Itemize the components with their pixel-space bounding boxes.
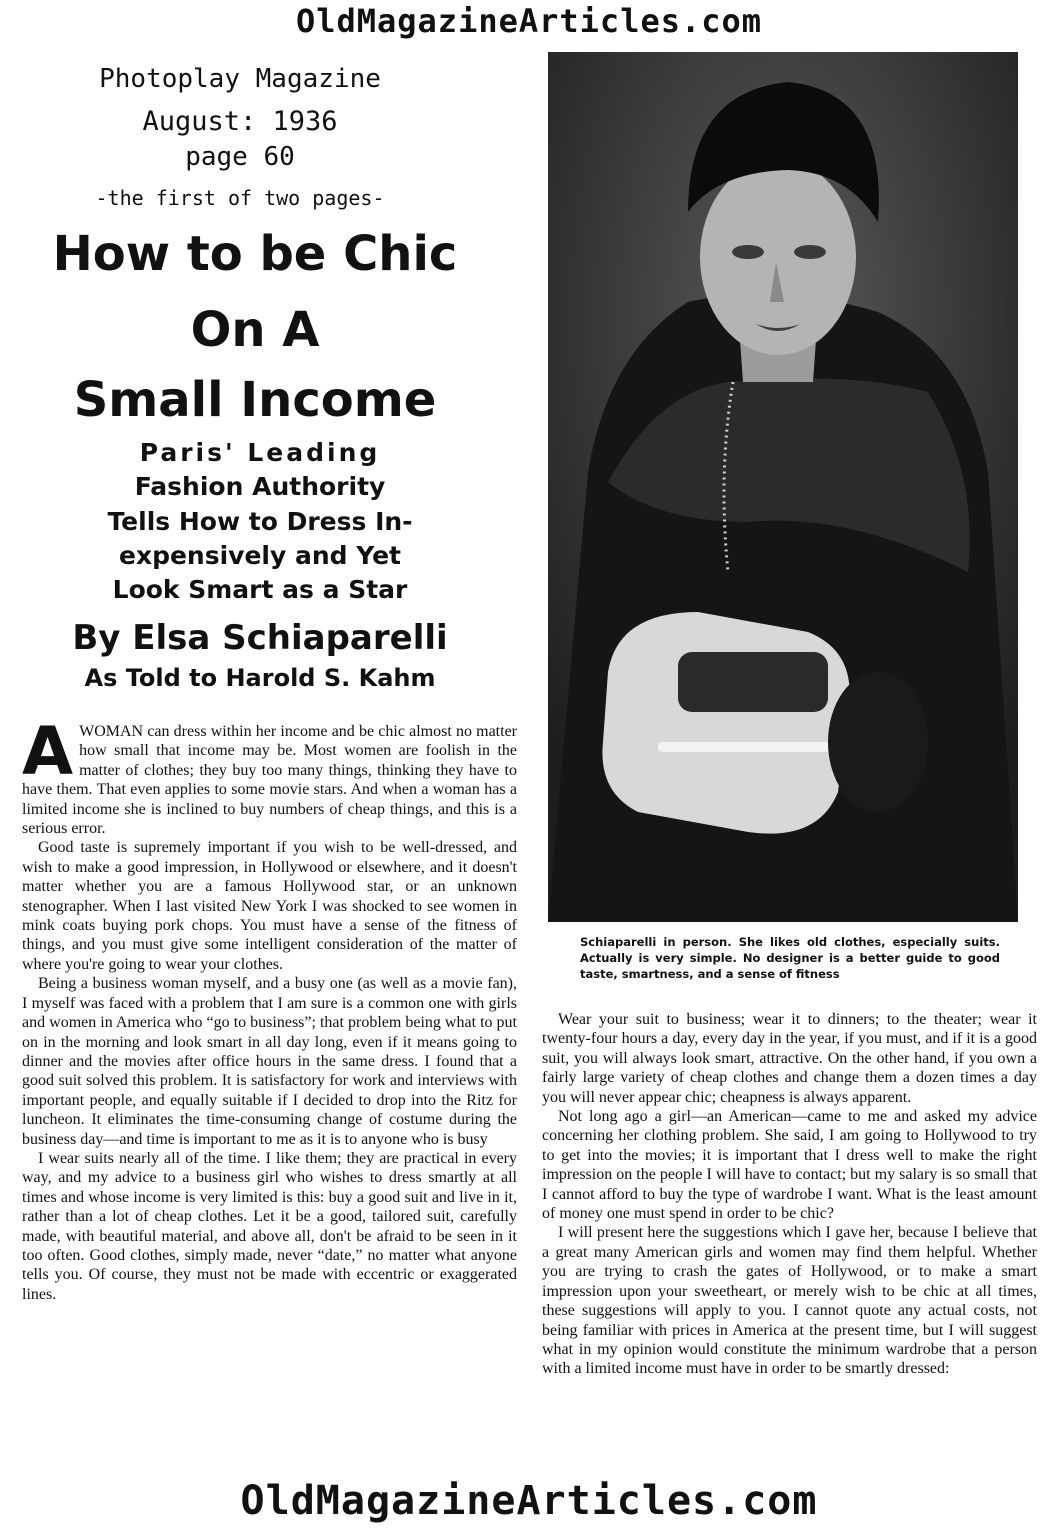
headline-line-1: How to be Chic (52, 226, 458, 282)
deck-line-4: expensively and Yet (119, 541, 401, 570)
byline: By Elsa Schiaparelli (72, 618, 448, 658)
headline-line-2: On A (190, 302, 320, 358)
article-paragraph: Being a business woman myself, and a busy one (as well as a movie fan), I myself was faced with a problem that I am sure is a common one with girls and women in America who “go to business”; that problem being what to put on in the morning and look smart in all day long, even if it means going to dinner and the movies after office hours in the same dress. I found that a good suit solved this problem. It is satisfactory for work and interviews with important people, and equally suitable if I decided to drop into the Ritz for luncheon. It eliminates the time-consuming change of costume during the business day—and time is important to me as it is to anyone who is busy (22, 975, 517, 1148)
headline-line-3: Small Income (73, 372, 437, 428)
drop-cap: A (22, 713, 74, 790)
portrait-illustration (548, 52, 1018, 922)
site-watermark-bottom: OldMagazineArticles.com (240, 1478, 818, 1524)
deck-line-3: Tells How to Dress In- (107, 507, 413, 536)
article-paragraph: I wear suits nearly all of the time. I like them; they are practical in every way, and my advice to a business girl who wishes to dress smartly at all times and whose income is very limited is this: buy a good suit and live in it, rather than a lot of cheap clothes. Let it be a good, tailored suit, carefully made, with beautiful material, and above all, don't be afraid to be seen in it too often. Good clothes, simply made, never “date,” no matter what anyone tells you. Of course, they must not be made with eccentric or exaggerated lines. (22, 1149, 517, 1303)
source-magazine: Photoplay Magazine (99, 64, 381, 94)
deck-line-2: Fashion Authority (134, 472, 386, 501)
deck-line-5: Look Smart as a Star (112, 575, 408, 604)
article-column-left (22, 713, 517, 1304)
photo-caption: Schiaparelli in person. She likes old clothes, especially suits. Actually is very simple. No designer is a better guide to good taste, smartness, and a sense of fitness (580, 935, 1000, 981)
article-paragraph: AWOMAN can dress within her income and be chic almost no matter how small that income may be. Most women are foolish in the matter of clothes; they buy too many things, thinking they have to have them. That even applies to some movie stars. And when a woman has a limited income she is inclined to buy numbers of cheap things, and this is a serious error. (22, 713, 517, 838)
deck-line-1: Paris' Leading (139, 438, 381, 467)
portrait-photo (548, 52, 1018, 922)
article-paragraph: Wear your suit to business; wear it to dinners; to the theater; wear it twenty-four hours a day, every day in the year, if you must, and if it is a good suit, you will always look smart, attractive. On the other hand, if you own a fairly large variety of cheap clothes and change them a dozen times a day you will never appear chic; cheapness is always apparent. (542, 1011, 1037, 1106)
as-told-to: As Told to Harold S. Kahm (84, 664, 436, 692)
article-paragraph: Not long ago a girl—an American—came to me and asked my advice concerning her clothing problem. She said, I am going to Hollywood to try to get into the movies; it is important that I dress well to make the right impression on the people I will have to contact; but my salary is so small that I cannot afford to buy the type of wardrobe I want. What is the least amount of money one must spend in order to be chic? (542, 1108, 1037, 1223)
source-note: -the first of two pages- (95, 186, 385, 210)
site-watermark-top: OldMagazineArticles.com (295, 2, 763, 40)
source-page: page 60 (185, 142, 295, 172)
article-column-right (542, 1010, 1037, 1379)
article-paragraph: I will present here the suggestions which I gave her, because I believe that a great many American girls and women may find them helpful. Whether you are trying to crash the gates of Hollywood, or to make a smart impression upon your sweetheart, or merely wish to be chic at all times, these suggestions will apply to you. I cannot quote any actual costs, not being familiar with prices in America at the present time, but I will suggest what in my opinion would constitute the minimum wardrobe that a person with a limited income must have in order to be smartly dressed: (542, 1224, 1037, 1378)
article-paragraph: Good taste is supremely important if you wish to be well-dressed, and wish to make a good impression, in Hollywood or elsewhere, and it doesn't matter whether you are a famous Hollywood star, or an unknown stenographer. When I last visited New York I was shocked to see women in mink coats buying pork chops. You must have a sense of the fitness of things, and you must give some intelligent consideration of the matter of where you're going to wear your clothes. (22, 839, 517, 973)
source-date: August: 1936 (142, 106, 338, 137)
